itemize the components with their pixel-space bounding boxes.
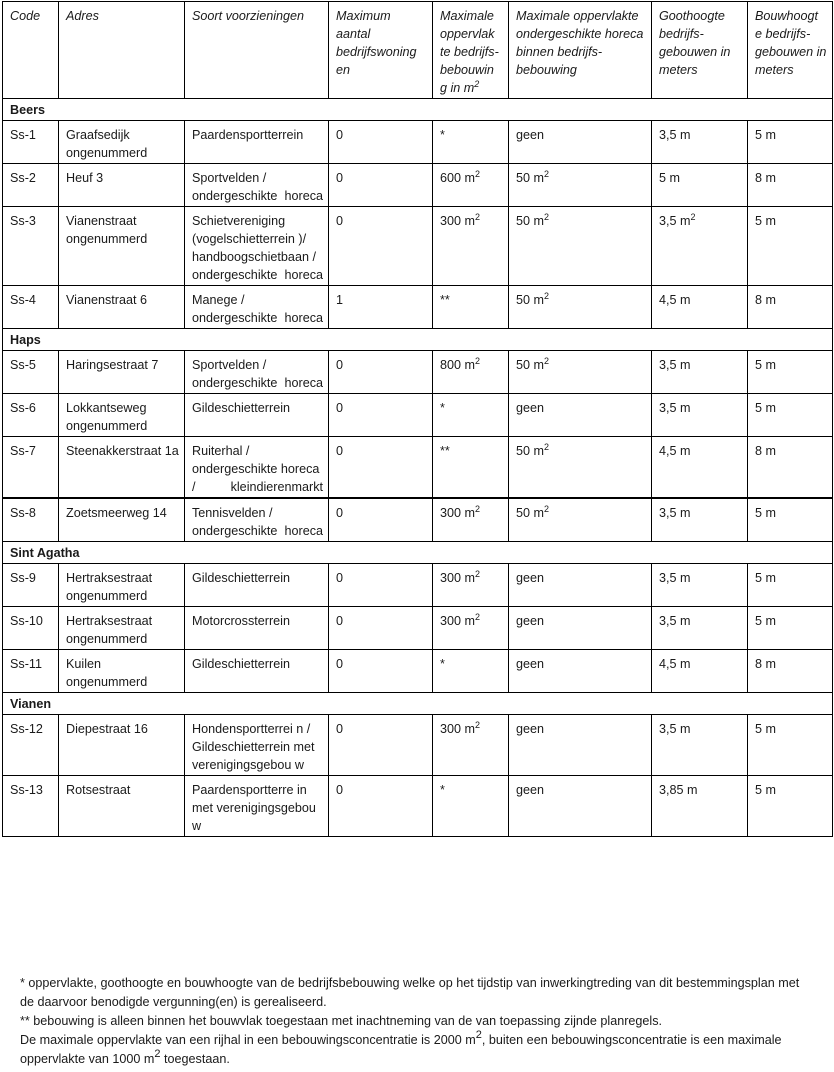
table-row xyxy=(3,715,833,776)
cell-goot xyxy=(652,564,748,607)
header-max-woning: Maximum aantal bedrijfswoning en xyxy=(329,2,433,99)
table-row xyxy=(3,498,833,542)
cell-horeca xyxy=(509,351,652,394)
footnotes xyxy=(20,974,810,1069)
cell-adres xyxy=(59,437,185,499)
cell-goot xyxy=(652,164,748,207)
table-row xyxy=(3,607,833,650)
header-bouw: Bouwhoogt e bedrijfs- gebouwen in meters xyxy=(748,2,833,99)
cell-code xyxy=(3,650,59,693)
cell-horeca-text: geen xyxy=(516,401,545,415)
cell-goot-text: 4,5 m xyxy=(659,657,691,671)
cell-adres-text: Kuilen ongenummerd xyxy=(66,657,148,689)
cell-woning-text: 0 xyxy=(336,358,344,372)
cell-opp-sup: 2 xyxy=(475,169,481,179)
group-row xyxy=(3,329,833,351)
cell-soort-text: Gildeschietterrein xyxy=(192,657,290,671)
cell-bouw xyxy=(748,564,833,607)
cell-opp-sup: 2 xyxy=(475,720,481,730)
cell-soort-text: Hondensportterrei n / Gildeschietterrein met verenigingsgebou w xyxy=(192,722,315,772)
cell-opp xyxy=(433,776,509,837)
cell-bouw xyxy=(748,437,833,499)
cell-bouw-text: 5 m xyxy=(755,214,776,228)
cell-horeca-text: 50 m xyxy=(516,444,544,458)
cell-adres-text: Vianenstraat 6 xyxy=(66,293,147,307)
cell-goot-text: 3,85 m xyxy=(659,783,698,797)
table-row xyxy=(3,286,833,329)
cell-opp-text: 800 m xyxy=(440,358,476,372)
footnote-2: ** bebouwing is alleen binnen het bouwvlak toegestaan met inachtneming van de van toepassing zijnde planregels. xyxy=(20,1014,663,1028)
cell-horeca-text: 50 m xyxy=(516,358,544,372)
cell-soort xyxy=(185,394,329,437)
cell-code xyxy=(3,607,59,650)
cell-bouw-text: 5 m xyxy=(755,571,776,585)
cell-bouw-text: 8 m xyxy=(755,171,776,185)
cell-bouw-text: 8 m xyxy=(755,657,776,671)
cell-bouw-text: 5 m xyxy=(755,614,776,628)
cell-bouw-text: 5 m xyxy=(755,128,776,142)
cell-woning-text: 0 xyxy=(336,614,344,628)
cell-woning xyxy=(329,715,433,776)
cell-adres xyxy=(59,121,185,164)
cell-bouw xyxy=(748,286,833,329)
cell-woning-text: 0 xyxy=(336,783,344,797)
cell-goot-sup: 2 xyxy=(690,212,696,222)
cell-bouw xyxy=(748,715,833,776)
cell-horeca xyxy=(509,564,652,607)
cell-code xyxy=(3,394,59,437)
cell-code-text: Ss-2 xyxy=(10,171,36,185)
group-label: Vianen xyxy=(3,693,833,715)
cell-woning-text: 0 xyxy=(336,444,344,458)
cell-bouw-text: 5 m xyxy=(755,358,776,372)
cell-code xyxy=(3,715,59,776)
cell-bouw xyxy=(748,650,833,693)
cell-goot-text: 3,5 m xyxy=(659,614,691,628)
cell-goot xyxy=(652,394,748,437)
cell-woning xyxy=(329,437,433,499)
cell-soort xyxy=(185,715,329,776)
cell-adres-text: Graafsedijk ongenummerd xyxy=(66,128,148,160)
cell-bouw xyxy=(748,498,833,542)
cell-goot xyxy=(652,607,748,650)
cell-adres xyxy=(59,351,185,394)
cell-horeca xyxy=(509,394,652,437)
cell-opp-sup: 2 xyxy=(475,212,481,222)
cell-soort xyxy=(185,776,329,837)
cell-bouw xyxy=(748,351,833,394)
cell-soort xyxy=(185,351,329,394)
cell-adres xyxy=(59,286,185,329)
cell-woning xyxy=(329,650,433,693)
cell-goot xyxy=(652,776,748,837)
cell-adres xyxy=(59,394,185,437)
cell-adres xyxy=(59,164,185,207)
cell-horeca-text: 50 m xyxy=(516,214,544,228)
cell-horeca-text: geen xyxy=(516,657,545,671)
cell-code-text: Ss-4 xyxy=(10,293,36,307)
cell-horeca-sup: 2 xyxy=(544,504,550,514)
cell-opp xyxy=(433,437,509,499)
cell-code xyxy=(3,207,59,286)
cell-opp-text: 300 m xyxy=(440,506,476,520)
cell-bouw-text: 5 m xyxy=(755,506,776,520)
header-adres: Adres xyxy=(59,2,185,99)
cell-horeca-text: geen xyxy=(516,722,545,736)
cell-bouw-text: 8 m xyxy=(755,444,776,458)
cell-horeca-text: geen xyxy=(516,571,545,585)
cell-soort-text: Gildeschietterrein xyxy=(192,401,290,415)
cell-horeca-text: geen xyxy=(516,614,545,628)
footnote-3 xyxy=(20,1031,810,1069)
cell-soort-text: Gildeschietterrein xyxy=(192,571,290,585)
cell-soort xyxy=(185,437,329,499)
cell-woning xyxy=(329,776,433,837)
cell-code-text: Ss-1 xyxy=(10,128,36,142)
cell-adres xyxy=(59,650,185,693)
header-max-opp-sup: 2 xyxy=(474,79,480,89)
cell-goot-text: 3,5 m xyxy=(659,722,691,736)
cell-code-text: Ss-8 xyxy=(10,506,36,520)
cell-goot-text: 3,5 m xyxy=(659,214,691,228)
cell-horeca-sup: 2 xyxy=(544,442,550,452)
cell-woning-text: 0 xyxy=(336,171,344,185)
cell-adres-text: Zoetsmeerweg 14 xyxy=(66,506,167,520)
cell-horeca xyxy=(509,776,652,837)
header-row xyxy=(3,2,833,99)
cell-adres xyxy=(59,564,185,607)
cell-goot-text: 3,5 m xyxy=(659,571,691,585)
footnote-1: * oppervlakte, goothoogte en bouwhoogte van de bedrijfsbebouwing welke op het tijdstip van inwerkingtreding van dit bestemmingsplan met de daarvoor benodigde vergunning(en) is gerealiseerd. xyxy=(20,976,800,1009)
cell-code xyxy=(3,498,59,542)
cell-horeca-text: 50 m xyxy=(516,506,544,520)
cell-bouw xyxy=(748,164,833,207)
cell-soort xyxy=(185,164,329,207)
cell-code-text: Ss-9 xyxy=(10,571,36,585)
cell-opp-text: 300 m xyxy=(440,214,476,228)
cell-opp-text: ** xyxy=(440,444,450,458)
cell-bouw xyxy=(748,607,833,650)
cell-bouw xyxy=(748,394,833,437)
cell-adres-text: Lokkantseweg ongenummerd xyxy=(66,401,148,433)
cell-woning-text: 0 xyxy=(336,722,344,736)
cell-goot-text: 4,5 m xyxy=(659,293,691,307)
group-row xyxy=(3,693,833,715)
table-row xyxy=(3,164,833,207)
cell-woning-text: 1 xyxy=(336,293,344,307)
cell-adres-text: Hertraksestraat ongenummerd xyxy=(66,614,153,646)
cell-bouw-text: 8 m xyxy=(755,293,776,307)
cell-bouw xyxy=(748,121,833,164)
cell-woning-text: 0 xyxy=(336,401,344,415)
cell-goot xyxy=(652,286,748,329)
cell-opp-text: * xyxy=(440,657,445,671)
cell-adres xyxy=(59,498,185,542)
group-row xyxy=(3,542,833,564)
cell-adres-text: Vianenstraat ongenummerd xyxy=(66,214,148,246)
cell-woning-text: 0 xyxy=(336,657,344,671)
cell-woning-text: 0 xyxy=(336,506,344,520)
cell-bouw-text: 5 m xyxy=(755,783,776,797)
cell-horeca-sup: 2 xyxy=(544,169,550,179)
cell-horeca xyxy=(509,437,652,499)
group-label: Haps xyxy=(3,329,833,351)
cell-woning xyxy=(329,564,433,607)
group-row xyxy=(3,99,833,121)
cell-woning-text: 0 xyxy=(336,214,344,228)
cell-soort-text: Paardensportterre in met verenigingsgebou w xyxy=(192,783,316,833)
cell-goot-text: 4,5 m xyxy=(659,444,691,458)
cell-code-text: Ss-11 xyxy=(10,657,42,671)
cell-code xyxy=(3,564,59,607)
cell-adres xyxy=(59,776,185,837)
header-code: Code xyxy=(3,2,59,99)
cell-woning xyxy=(329,498,433,542)
cell-horeca xyxy=(509,607,652,650)
cell-soort-text: Tennisvelden / ondergeschikte horeca xyxy=(192,506,323,538)
cell-soort xyxy=(185,207,329,286)
group-label: Beers xyxy=(3,99,833,121)
cell-goot xyxy=(652,498,748,542)
cell-opp xyxy=(433,351,509,394)
cell-horeca-sup: 2 xyxy=(544,356,550,366)
cell-horeca-text: 50 m xyxy=(516,171,544,185)
cell-horeca xyxy=(509,650,652,693)
footnote-3-part-c: toegestaan. xyxy=(160,1052,230,1066)
cell-goot-text: 3,5 m xyxy=(659,401,691,415)
cell-bouw xyxy=(748,776,833,837)
cell-horeca-text: geen xyxy=(516,128,545,142)
cell-adres xyxy=(59,607,185,650)
cell-goot xyxy=(652,351,748,394)
cell-adres-text: Hertraksestraat ongenummerd xyxy=(66,571,153,603)
footnote-3-sup-1: 2 xyxy=(475,1029,482,1041)
cell-goot xyxy=(652,207,748,286)
cell-goot xyxy=(652,650,748,693)
cell-adres-text: Steenakkerstraat 1a xyxy=(66,444,179,458)
cell-code xyxy=(3,351,59,394)
cell-horeca xyxy=(509,164,652,207)
cell-opp-text: 300 m xyxy=(440,614,476,628)
cell-adres-text: Diepestraat 16 xyxy=(66,722,148,736)
cell-opp xyxy=(433,207,509,286)
cell-opp-text: * xyxy=(440,401,445,415)
cell-soort-text: Sportvelden / ondergeschikte horeca xyxy=(192,358,323,390)
cell-soort-text: Motorcrossterrein xyxy=(192,614,290,628)
cell-horeca-sup: 2 xyxy=(544,291,550,301)
cell-horeca xyxy=(509,121,652,164)
cell-woning xyxy=(329,394,433,437)
cell-soort xyxy=(185,498,329,542)
cell-soort xyxy=(185,650,329,693)
cell-opp-sup: 2 xyxy=(475,504,481,514)
cell-code xyxy=(3,164,59,207)
cell-horeca xyxy=(509,498,652,542)
cell-adres xyxy=(59,207,185,286)
footnote-3-part-b: , buiten een bebouwingsconcentratie is een maximale oppervlakte van 1000 m xyxy=(20,1033,782,1066)
cell-horeca xyxy=(509,715,652,776)
table-row xyxy=(3,776,833,837)
cell-code xyxy=(3,286,59,329)
cell-soort-text: Ruiterhal / ondergeschikte horeca / kleindierenmarkt xyxy=(192,444,323,494)
cell-goot-text: 3,5 m xyxy=(659,128,691,142)
cell-horeca xyxy=(509,286,652,329)
header-max-opp xyxy=(433,2,509,99)
cell-soort xyxy=(185,607,329,650)
header-soort: Soort voorzieningen xyxy=(185,2,329,99)
cell-goot-text: 3,5 m xyxy=(659,358,691,372)
cell-adres xyxy=(59,715,185,776)
table-row xyxy=(3,207,833,286)
cell-woning-text: 0 xyxy=(336,128,344,142)
cell-opp-sup: 2 xyxy=(475,569,481,579)
cell-opp xyxy=(433,394,509,437)
table-row xyxy=(3,650,833,693)
cell-woning xyxy=(329,121,433,164)
cell-soort-text: Manege / ondergeschikte horeca xyxy=(192,293,323,325)
cell-woning xyxy=(329,207,433,286)
cell-soort xyxy=(185,121,329,164)
cell-goot-text: 5 m xyxy=(659,171,680,185)
cell-bouw-text: 5 m xyxy=(755,722,776,736)
cell-code xyxy=(3,776,59,837)
table-row xyxy=(3,351,833,394)
cell-woning-text: 0 xyxy=(336,571,344,585)
cell-opp-sup: 2 xyxy=(475,612,481,622)
cell-horeca xyxy=(509,207,652,286)
table-row xyxy=(3,121,833,164)
header-max-horeca: Maximale oppervlakte ondergeschikte horeca binnen bedrijfs-bebouwing xyxy=(509,2,652,99)
cell-adres-text: Rotsestraat xyxy=(66,783,131,797)
header-goot: Goothoogte bedrijfs- gebouwen in meters xyxy=(652,2,748,99)
cell-opp-text: 600 m xyxy=(440,171,476,185)
cell-woning xyxy=(329,164,433,207)
cell-opp xyxy=(433,164,509,207)
cell-opp-text: * xyxy=(440,783,445,797)
cell-goot xyxy=(652,437,748,499)
cell-code xyxy=(3,121,59,164)
cell-opp xyxy=(433,650,509,693)
cell-soort-text: Sportvelden / ondergeschikte horeca xyxy=(192,171,323,203)
table-row xyxy=(3,437,833,499)
cell-soort-text: Schietvereniging (vogelschietterrein )/ handboogschietbaan / ondergeschikte horeca xyxy=(192,214,323,282)
cell-opp-text: ** xyxy=(440,293,450,307)
regulations-table xyxy=(2,1,833,837)
table-row xyxy=(3,564,833,607)
cell-woning xyxy=(329,351,433,394)
table-row xyxy=(3,394,833,437)
footnote-3-part-a: De maximale oppervlakte van een rijhal in een bebouwingsconcentratie is 2000 m xyxy=(20,1033,476,1047)
cell-goot xyxy=(652,121,748,164)
cell-code-text: Ss-5 xyxy=(10,358,36,372)
cell-opp xyxy=(433,121,509,164)
cell-code-text: Ss-3 xyxy=(10,214,36,228)
cell-opp xyxy=(433,498,509,542)
cell-code-text: Ss-10 xyxy=(10,614,43,628)
cell-code-text: Ss-7 xyxy=(10,444,36,458)
cell-opp xyxy=(433,607,509,650)
cell-woning xyxy=(329,286,433,329)
group-label: Sint Agatha xyxy=(3,542,833,564)
cell-opp-text: 300 m xyxy=(440,571,476,585)
table-body xyxy=(3,99,833,837)
cell-code xyxy=(3,437,59,499)
cell-horeca-text: geen xyxy=(516,783,545,797)
cell-opp xyxy=(433,564,509,607)
cell-adres-text: Haringsestraat 7 xyxy=(66,358,159,372)
cell-woning xyxy=(329,607,433,650)
cell-bouw xyxy=(748,207,833,286)
cell-soort-text: Paardensportterrein xyxy=(192,128,304,142)
cell-opp xyxy=(433,715,509,776)
cell-soort xyxy=(185,286,329,329)
cell-opp-text: 300 m xyxy=(440,722,476,736)
cell-bouw-text: 5 m xyxy=(755,401,776,415)
cell-code-text: Ss-6 xyxy=(10,401,36,415)
header-max-opp-text: Maximale oppervlak te bedrijfs- bebouwin g in m xyxy=(440,9,499,95)
cell-goot xyxy=(652,715,748,776)
cell-goot-text: 3,5 m xyxy=(659,506,691,520)
cell-opp xyxy=(433,286,509,329)
cell-horeca-sup: 2 xyxy=(544,212,550,222)
cell-code-text: Ss-13 xyxy=(10,783,43,797)
cell-soort xyxy=(185,564,329,607)
cell-adres-text: Heuf 3 xyxy=(66,171,104,185)
cell-opp-text: * xyxy=(440,128,445,142)
cell-opp-sup: 2 xyxy=(475,356,481,366)
cell-code-text: Ss-12 xyxy=(10,722,43,736)
cell-horeca-text: 50 m xyxy=(516,293,544,307)
footnote-3-sup-2: 2 xyxy=(154,1048,161,1060)
